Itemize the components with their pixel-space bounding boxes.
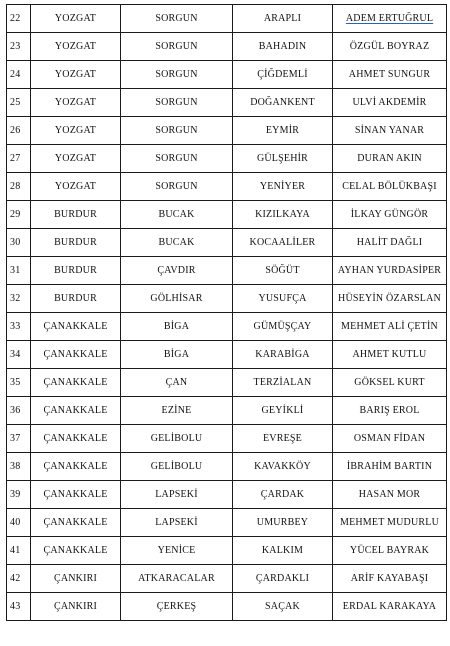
province-cell: BURDUR — [31, 285, 121, 313]
district-cell: SORGUN — [121, 173, 233, 201]
village-cell: KALKIM — [233, 537, 333, 565]
table-row — [7, 33, 447, 61]
district-cell: LAPSEKİ — [121, 509, 233, 537]
table-row — [7, 145, 447, 173]
person-name-cell: ÖZGÜL BOYRAZ — [333, 33, 447, 61]
person-name-cell: AHMET SUNGUR — [333, 61, 447, 89]
person-name-cell: HASAN MOR — [333, 481, 447, 509]
person-name-cell: HÜSEYİN ÖZARSLAN — [333, 285, 447, 313]
district-cell: YENİCE — [121, 537, 233, 565]
village-cell: YENİYER — [233, 173, 333, 201]
village-cell: KOCAALİLER — [233, 229, 333, 257]
district-cell: BUCAK — [121, 201, 233, 229]
village-cell: ARAPLI — [233, 5, 333, 33]
table-row — [7, 285, 447, 313]
village-cell: SÖĞÜT — [233, 257, 333, 285]
table-row — [7, 425, 447, 453]
province-cell: YOZGAT — [31, 61, 121, 89]
province-cell: BURDUR — [31, 201, 121, 229]
province-cell: YOZGAT — [31, 5, 121, 33]
province-cell: YOZGAT — [31, 33, 121, 61]
province-cell: ÇANKIRI — [31, 565, 121, 593]
province-cell: ÇANAKKALE — [31, 425, 121, 453]
village-cell: DOĞANKENT — [233, 89, 333, 117]
village-cell: EYMİR — [233, 117, 333, 145]
province-cell: BURDUR — [31, 229, 121, 257]
village-cell: EVREŞE — [233, 425, 333, 453]
district-cell: SORGUN — [121, 89, 233, 117]
province-cell: YOZGAT — [31, 89, 121, 117]
district-cell: ÇERKEŞ — [121, 593, 233, 621]
table-row — [7, 369, 447, 397]
village-cell: GÜMÜŞÇAY — [233, 313, 333, 341]
district-cell: GELİBOLU — [121, 425, 233, 453]
table-row — [7, 229, 447, 257]
province-cell: YOZGAT — [31, 145, 121, 173]
district-cell: BUCAK — [121, 229, 233, 257]
table-row — [7, 397, 447, 425]
table-row — [7, 61, 447, 89]
province-cell: YOZGAT — [31, 173, 121, 201]
row-number: 27 — [7, 145, 31, 173]
row-number: 28 — [7, 173, 31, 201]
province-cell: BURDUR — [31, 257, 121, 285]
person-name-cell: AYHAN YURDASİPER — [333, 257, 447, 285]
village-cell: ÇARDAK — [233, 481, 333, 509]
village-cell: SAÇAK — [233, 593, 333, 621]
village-cell: GEYİKLİ — [233, 397, 333, 425]
row-number: 24 — [7, 61, 31, 89]
row-number: 32 — [7, 285, 31, 313]
person-name-cell: İBRAHİM BARTIN — [333, 453, 447, 481]
person-name-cell: MEHMET MUDURLU — [333, 509, 447, 537]
province-cell: YOZGAT — [31, 117, 121, 145]
village-cell: TERZİALAN — [233, 369, 333, 397]
person-name-cell: CELAL BÖLÜKBAŞI — [333, 173, 447, 201]
district-cell: ÇAVDIR — [121, 257, 233, 285]
province-cell: ÇANAKKALE — [31, 453, 121, 481]
district-cell: BİGA — [121, 341, 233, 369]
person-name-cell: AHMET KUTLU — [333, 341, 447, 369]
row-number: 40 — [7, 509, 31, 537]
table-row — [7, 453, 447, 481]
table-row — [7, 341, 447, 369]
village-cell: ÇİĞDEMLİ — [233, 61, 333, 89]
district-cell: ÇAN — [121, 369, 233, 397]
row-number: 35 — [7, 369, 31, 397]
row-number: 22 — [7, 5, 31, 33]
person-name-cell: ARİF KAYABAŞI — [333, 565, 447, 593]
row-number: 33 — [7, 313, 31, 341]
person-name-cell: GÖKSEL KURT — [333, 369, 447, 397]
table-row — [7, 117, 447, 145]
village-cell: KARABİGA — [233, 341, 333, 369]
table-row — [7, 537, 447, 565]
person-name-cell — [333, 5, 447, 33]
roster-table — [6, 4, 447, 621]
row-number: 31 — [7, 257, 31, 285]
district-cell: SORGUN — [121, 61, 233, 89]
row-number: 34 — [7, 341, 31, 369]
person-name-cell: MEHMET ALİ ÇETİN — [333, 313, 447, 341]
table-row — [7, 509, 447, 537]
row-number: 37 — [7, 425, 31, 453]
person-name-cell: İLKAY GÜNGÖR — [333, 201, 447, 229]
person-name-cell: BARIŞ EROL — [333, 397, 447, 425]
district-cell: SORGUN — [121, 33, 233, 61]
district-cell: SORGUN — [121, 117, 233, 145]
person-name-cell: HALİT DAĞLI — [333, 229, 447, 257]
village-cell: GÜLŞEHİR — [233, 145, 333, 173]
table-row — [7, 201, 447, 229]
village-cell: UMURBEY — [233, 509, 333, 537]
province-cell: ÇANAKKALE — [31, 313, 121, 341]
district-cell: EZİNE — [121, 397, 233, 425]
village-cell: BAHADIN — [233, 33, 333, 61]
person-name-cell: ERDAL KARAKAYA — [333, 593, 447, 621]
district-cell: ATKARACALAR — [121, 565, 233, 593]
district-cell: GELİBOLU — [121, 453, 233, 481]
district-cell: SORGUN — [121, 145, 233, 173]
row-number: 23 — [7, 33, 31, 61]
roster-body — [7, 5, 447, 621]
province-cell: ÇANAKKALE — [31, 369, 121, 397]
row-number: 39 — [7, 481, 31, 509]
row-number: 25 — [7, 89, 31, 117]
province-cell: ÇANAKKALE — [31, 509, 121, 537]
province-cell: ÇANAKKALE — [31, 481, 121, 509]
table-row — [7, 257, 447, 285]
row-number: 41 — [7, 537, 31, 565]
row-number: 36 — [7, 397, 31, 425]
row-number: 43 — [7, 593, 31, 621]
row-number: 26 — [7, 117, 31, 145]
row-number: 29 — [7, 201, 31, 229]
table-row — [7, 313, 447, 341]
village-cell: KIZILKAYA — [233, 201, 333, 229]
village-cell: ÇARDAKLI — [233, 565, 333, 593]
table-row — [7, 173, 447, 201]
row-number: 38 — [7, 453, 31, 481]
table-row — [7, 593, 447, 621]
province-cell: ÇANAKKALE — [31, 537, 121, 565]
person-name-cell: ULVİ AKDEMİR — [333, 89, 447, 117]
district-cell: LAPSEKİ — [121, 481, 233, 509]
row-number: 30 — [7, 229, 31, 257]
table-row — [7, 481, 447, 509]
row-number: 42 — [7, 565, 31, 593]
province-cell: ÇANAKKALE — [31, 397, 121, 425]
village-cell: KAVAKKÖY — [233, 453, 333, 481]
district-cell: SORGUN — [121, 5, 233, 33]
district-cell: GÖLHİSAR — [121, 285, 233, 313]
person-name-cell: SİNAN YANAR — [333, 117, 447, 145]
person-name: ADEM ERTUĞRUL — [345, 13, 434, 24]
province-cell: ÇANAKKALE — [31, 341, 121, 369]
person-name-cell: OSMAN FİDAN — [333, 425, 447, 453]
table-row — [7, 565, 447, 593]
table-row — [7, 89, 447, 117]
person-name-cell: YÜCEL BAYRAK — [333, 537, 447, 565]
person-name-cell: DURAN AKIN — [333, 145, 447, 173]
district-cell: BİGA — [121, 313, 233, 341]
village-cell: YUSUFÇA — [233, 285, 333, 313]
table-row — [7, 5, 447, 33]
province-cell: ÇANKIRI — [31, 593, 121, 621]
